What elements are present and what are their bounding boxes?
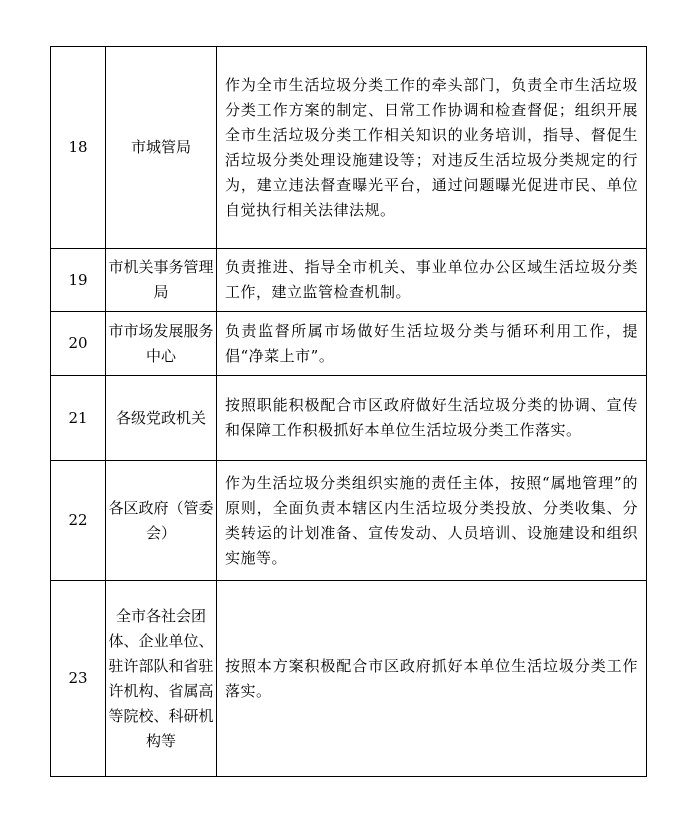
department-name: 各区政府（管委会） [106,461,217,581]
department-name: 全市各社会团体、企业单位、驻许部队和省驻许机构、省属高等院校、科研机构等 [106,581,217,777]
row-number: 18 [51,47,106,249]
department-name: 市机关事务管理局 [106,249,217,312]
row-number: 19 [51,249,106,312]
row-number: 21 [51,376,106,461]
department-name: 各级党政机关 [106,376,217,461]
row-number: 22 [51,461,106,581]
duty-description: 作为生活垃圾分类组织实施的责任主体，按照“属地管理”的原则，全面负责本辖区内生活垃圾分类投放、分类收集、分类转运的计划准备、宣传发动、人员培训、设施建设和组织实施等。 [217,461,647,581]
table-row [51,312,647,376]
department-name: 市市场发展服务中心 [106,312,217,376]
responsibility-table [50,46,647,777]
duty-description: 负责监督所属市场做好生活垃圾分类与循环利用工作，提倡“净菜上市”。 [217,312,647,376]
duty-description: 按照本方案积极配合市区政府抓好本单位生活垃圾分类工作落实。 [217,581,647,777]
table-row [51,47,647,249]
duty-description: 负责推进、指导全市机关、事业单位办公区域生活垃圾分类工作，建立监管检查机制。 [217,249,647,312]
table-row [51,249,647,312]
row-number: 20 [51,312,106,376]
row-number: 23 [51,581,106,777]
table-row [51,376,647,461]
table-row [51,581,647,777]
duty-description: 作为全市生活垃圾分类工作的牵头部门，负责全市生活垃圾分类工作方案的制定、日常工作协调和检查督促；组织开展全市生活垃圾分类工作相关知识的业务培训，指导、督促生活垃圾分类处理设施建设等；对违反生活垃圾分类规定的行为，建立违法督查曝光平台，通过问题曝光促进市民、单位自觉执行相关法律法规。 [217,47,647,249]
duty-description: 按照职能积极配合市区政府做好生活垃圾分类的协调、宣传和保障工作积极抓好本单位生活垃圾分类工作落实。 [217,376,647,461]
table-row [51,461,647,581]
department-name: 市城管局 [106,47,217,249]
